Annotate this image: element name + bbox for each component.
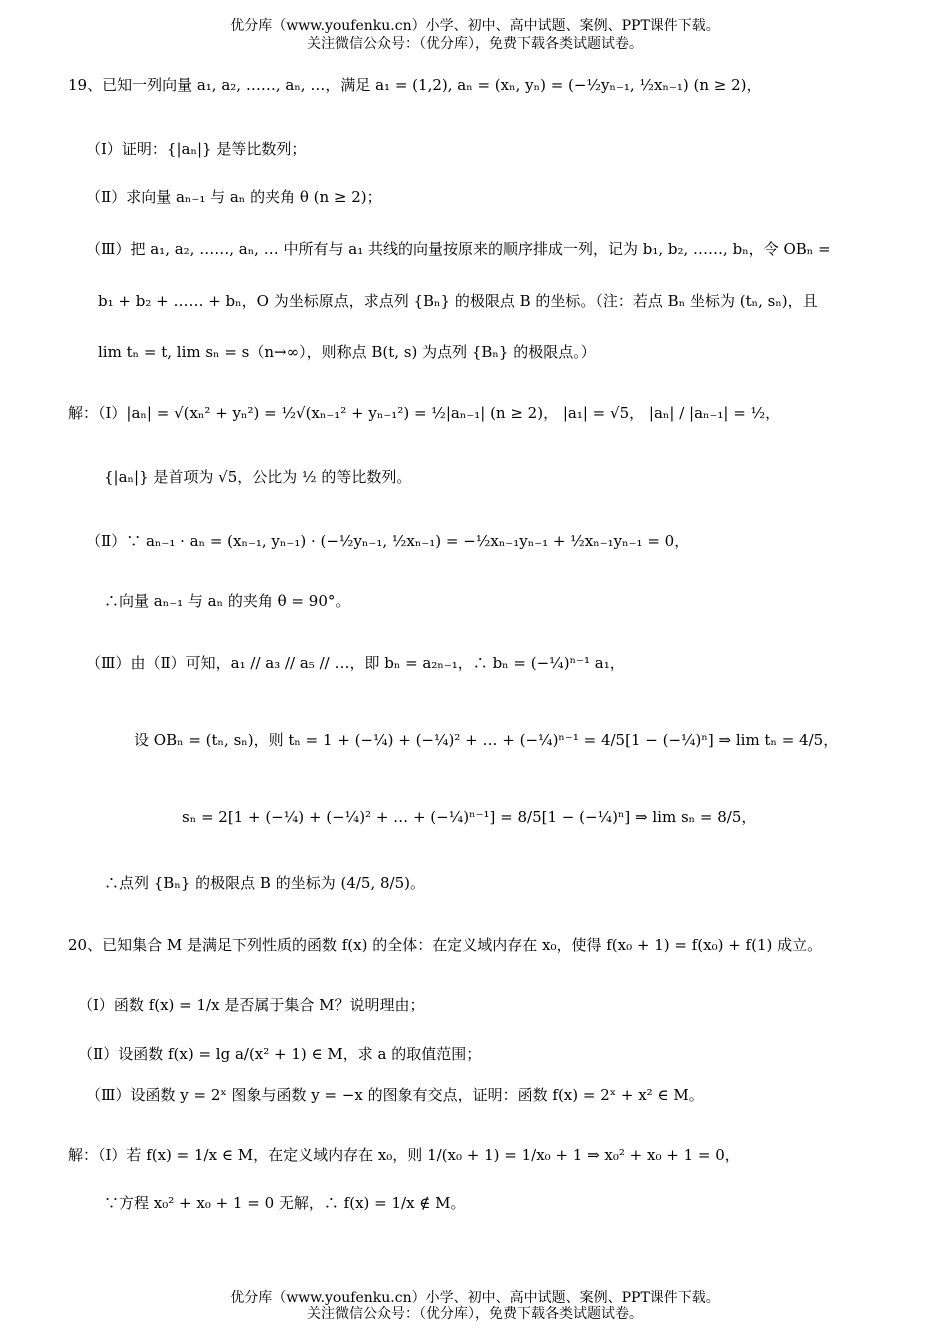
header-line-1: 优分库（www.youfenku.cn）小学、初中、高中试题、案例、PPT课件下载。	[230, 18, 720, 34]
q20-stem: 20、已知集合 M 是满足下列性质的函数 f(x) 的全体：在定义域内存在 x₀，使得 f(x₀ + 1) = f(x₀) + f(1) 成立。	[68, 936, 823, 954]
q20-part-3: （Ⅲ）设函数 y = 2ˣ 图象与函数 y = −x 的图象有交点，证明：函数 f(x) = 2ˣ + x² ∈ M。	[86, 1086, 704, 1104]
sol20-part-1a: 解：（Ⅰ）若 f(x) = 1/x ∈ M，在定义域内存在 x₀，则 1/(x₀ + 1) = 1/x₀ + 1 ⇒ x₀² + x₀ + 1 = 0，	[68, 1146, 740, 1164]
sol19-part-3a: （Ⅲ）由（Ⅱ）可知，a₁ // a₃ // a₅ // …，即 bₙ = a₂ₙ₋₁，∴ bₙ = (−¼)ⁿ⁻¹ a₁，	[86, 654, 625, 672]
sol19-part-1b: {|aₙ|} 是首项为 √5，公比为 ½ 的等比数列。	[104, 468, 412, 486]
footer-line-1: 优分库（www.youfenku.cn）小学、初中、高中试题、案例、PPT课件下载。	[230, 1290, 720, 1306]
q19-part-2: （Ⅱ）求向量 aₙ₋₁ 与 aₙ 的夹角 θ (n ≥ 2)；	[86, 188, 382, 206]
header-line-2: 关注微信公众号：（优分库），免费下载各类试题试卷。	[307, 36, 643, 52]
q19-stem: 19、已知一列向量 a₁, a₂, ……, aₙ, …，满足 a₁ = (1,2), aₙ = (xₙ, yₙ) = (−½yₙ₋₁, ½xₙ₋₁) (n ≥ 2)，	[68, 76, 762, 94]
q19-part-1: （Ⅰ）证明：{|aₙ|} 是等比数列；	[86, 140, 307, 158]
sol19-part-1a: 解：（Ⅰ）|aₙ| = √(xₙ² + yₙ²) = ½√(xₙ₋₁² + yₙ₋₁²) = ½|aₙ₋₁| (n ≥ 2)， |a₁| = √5， |aₙ| / |aₙ₋₁| = ½，	[68, 404, 781, 422]
sol20-part-1b: ∵方程 x₀² + x₀ + 1 = 0 无解，∴ f(x) = 1/x ∉ M。	[104, 1194, 466, 1212]
q20-part-2: （Ⅱ）设函数 f(x) = lg a/(x² + 1) ∈ M，求 a 的取值范围；	[78, 1045, 482, 1063]
sol19-part-3d: ∴点列 {Bₙ} 的极限点 B 的坐标为 (4/5, 8/5)。	[104, 874, 425, 892]
sol19-part-3c: sₙ = 2[1 + (−¼) + (−¼)² + … + (−¼)ⁿ⁻¹] = 8/5[1 − (−¼)ⁿ] ⇒ lim sₙ = 8/5，	[182, 808, 757, 826]
sol19-part-2a: （Ⅱ）∵ aₙ₋₁ · aₙ = (xₙ₋₁, yₙ₋₁) · (−½yₙ₋₁, ½xₙ₋₁) = −½xₙ₋₁yₙ₋₁ + ½xₙ₋₁yₙ₋₁ = 0，	[86, 532, 690, 550]
q19-part-3b: b₁ + b₂ + …… + bₙ，O 为坐标原点，求点列 {Bₙ} 的极限点 B 的坐标。（注：若点 Bₙ 坐标为 (tₙ, sₙ)，且	[98, 292, 818, 310]
footer-line-2: 关注微信公众号：（优分库），免费下载各类试题试卷。	[307, 1306, 643, 1322]
q19-part-3c: lim tₙ = t, lim sₙ = s（n→∞），则称点 B(t, s) 为点列 {Bₙ} 的极限点。）	[98, 343, 596, 361]
q19-part-3a: （Ⅲ）把 a₁, a₂, ……, aₙ, … 中所有与 a₁ 共线的向量按原来的顺序排成一列，记为 b₁, b₂, ……, bₙ，令 OBₙ =	[86, 240, 831, 258]
q20-part-1: （Ⅰ）函数 f(x) = 1/x 是否属于集合 M？说明理由；	[78, 996, 425, 1014]
sol19-part-3b: 设 OBₙ = (tₙ, sₙ)，则 tₙ = 1 + (−¼) + (−¼)² + … + (−¼)ⁿ⁻¹ = 4/5[1 − (−¼)ⁿ] ⇒ lim tₙ = 4/5，	[134, 731, 839, 749]
sol19-part-2b: ∴向量 aₙ₋₁ 与 aₙ 的夹角 θ = 90°。	[104, 592, 351, 610]
